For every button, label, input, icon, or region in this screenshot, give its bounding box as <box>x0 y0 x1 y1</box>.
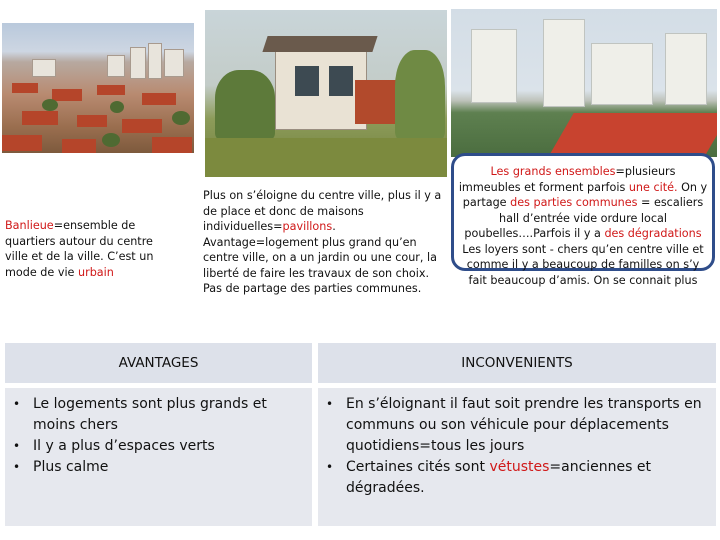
grands-ensembles-line4: Les loyers sont - chers qu’en centre ville et comme il y a beaucoup de familles on s’y fait beaucoup d’amis. On se connait plus <box>462 242 704 287</box>
house-photo <box>205 10 447 177</box>
avantages-heading <box>5 343 312 383</box>
cite-highlight: une cité. <box>628 180 678 194</box>
definition-text: =ensemble de quartiers autour du centre ville et de la ville. C’est un mode de vie <box>5 219 154 279</box>
grands-ensembles-line2: On y partage <box>462 180 708 209</box>
inconvenients-heading <box>318 343 716 383</box>
urbain-highlight: urbain <box>78 265 114 279</box>
vetustes-highlight: vétustes <box>489 459 550 475</box>
grands-ensembles-term: Les grands ensembles <box>490 165 616 178</box>
degradations-highlight: des dégradations <box>604 227 702 240</box>
grands-ensembles-box <box>451 153 715 287</box>
inconvenients-list <box>318 388 716 526</box>
avantages-list <box>5 388 312 526</box>
list-item: • Il y a plus d’espaces verts <box>33 436 302 457</box>
banlieue-term: Banlieue <box>5 219 54 232</box>
inconvenients-heading-text: INCONVENIENTS <box>461 355 573 371</box>
suburb-panorama-photo <box>2 23 194 153</box>
vetustes-pre: Certaines cités sont <box>346 459 490 475</box>
list-item: • Le logements sont plus grands et moins chers <box>33 394 302 436</box>
pavillons-part1: Plus on s’éloigne du centre ville, plus il y a de place et donc de maisons individuelles= <box>203 189 442 233</box>
vetustes-post: =anciennes et dégradées. <box>346 459 651 496</box>
banlieue-definition <box>5 218 175 280</box>
pavillons-highlight: pavillons <box>282 220 333 233</box>
list-item: • Plus calme <box>33 457 302 478</box>
list-item: • En s’éloignant il faut soit prendre les transports en communs ou son véhicule pour déplacements quotidiens=tous les jours <box>346 394 706 457</box>
grands-ensembles-line1: =plusieurs immeubles et forment parfois <box>458 165 676 194</box>
pavillons-part2: . Avantage=logement plus grand qu’en centre ville, on a un jardin ou une cour, la liberté de faire les travaux de son choix. Pas de partage des parties communes. <box>203 220 437 295</box>
list-item <box>346 457 706 499</box>
pavillons-text <box>203 188 448 297</box>
housing-estate-photo <box>451 9 717 157</box>
avantages-heading-text: AVANTAGES <box>118 355 199 371</box>
parties-communes-highlight: des parties communes <box>510 196 638 209</box>
grands-ensembles-line3: = escaliers hall d’entrée vide ordure local poubelles….Parfois il y a <box>464 196 704 240</box>
